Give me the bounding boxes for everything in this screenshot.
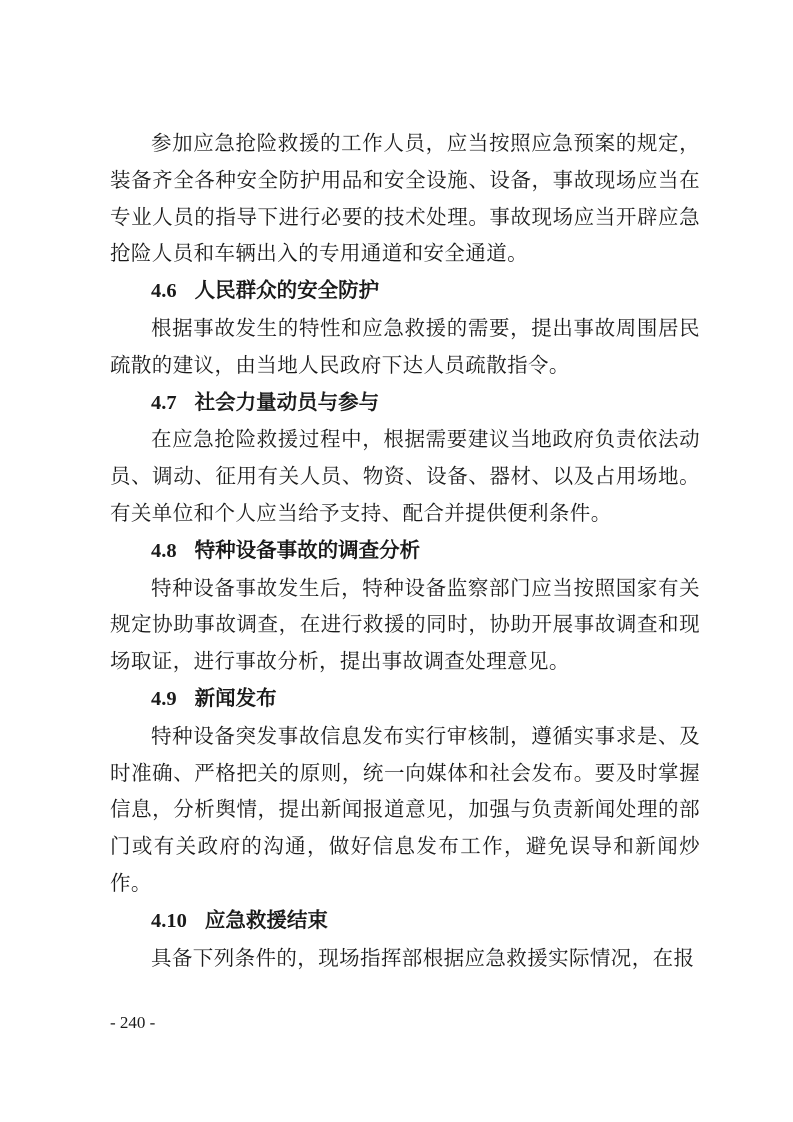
- heading-number: 4.10: [151, 909, 187, 932]
- page-content: [110, 125, 700, 976]
- heading-number: 4.6: [151, 280, 177, 303]
- paragraph-rescue-end: 具备下列条件的，现场指挥部根据应急救援实际情况，在报: [151, 945, 695, 970]
- heading-title: 新闻发布: [194, 685, 277, 710]
- heading-title: 人民群众的安全防护: [194, 278, 380, 303]
- heading-title: 应急救援结束: [204, 907, 328, 932]
- heading-4-6: [110, 272, 700, 310]
- heading-number: 4.7: [151, 391, 177, 414]
- heading-number: 4.8: [151, 539, 177, 562]
- heading-4-10: [110, 902, 700, 940]
- heading-title: 特种设备事故的调查分析: [194, 537, 421, 562]
- heading-number: 4.9: [151, 687, 177, 710]
- heading-4-7: [110, 384, 700, 422]
- paragraph-rescue-personnel: 参加应急抢险救援的工作人员，应当按照应急预案的规定，装备齐全各种安全防护用品和安全设施、设备，事故现场应当在专业人员的指导下进行必要的技术处理。事故现场应当开辟应急抢险人员和车辆出入的专用通道和安全通道。: [110, 131, 700, 266]
- page-number: - 240 -: [110, 1013, 156, 1032]
- heading-title: 社会力量动员与参与: [194, 389, 380, 414]
- heading-4-8: [110, 532, 700, 570]
- paragraph-news-release: 特种设备突发事故信息发布实行审核制，遵循实事求是、及时准确、严格把关的原则，统一向媒体和社会发布。要及时掌握信息，分析舆情，提出新闻报道意见，加强与负责新闻处理的部门或有关政府的沟通，做好信息发布工作，避免误导和新闻炒作。: [110, 723, 700, 895]
- paragraph-social-mobilization: 在应急抢险救援过程中，根据需要建议当地政府负责依法动员、调动、征用有关人员、物资、设备、器材、以及占用场地。有关单位和个人应当给予支持、配合并提供便利条件。: [110, 427, 700, 525]
- paragraph-accident-investigation: 特种设备事故发生后，特种设备监察部门应当按照国家有关规定协助事故调查，在进行救援的同时，协助开展事故调查和现场取证，进行事故分析，提出事故调查处理意见。: [110, 575, 700, 674]
- paragraph-public-protection: 根据事故发生的特性和应急救援的需要，提出事故周围居民疏散的建议，由当地人民政府下达人员疏散指令。: [110, 315, 700, 377]
- heading-4-9: [110, 680, 700, 718]
